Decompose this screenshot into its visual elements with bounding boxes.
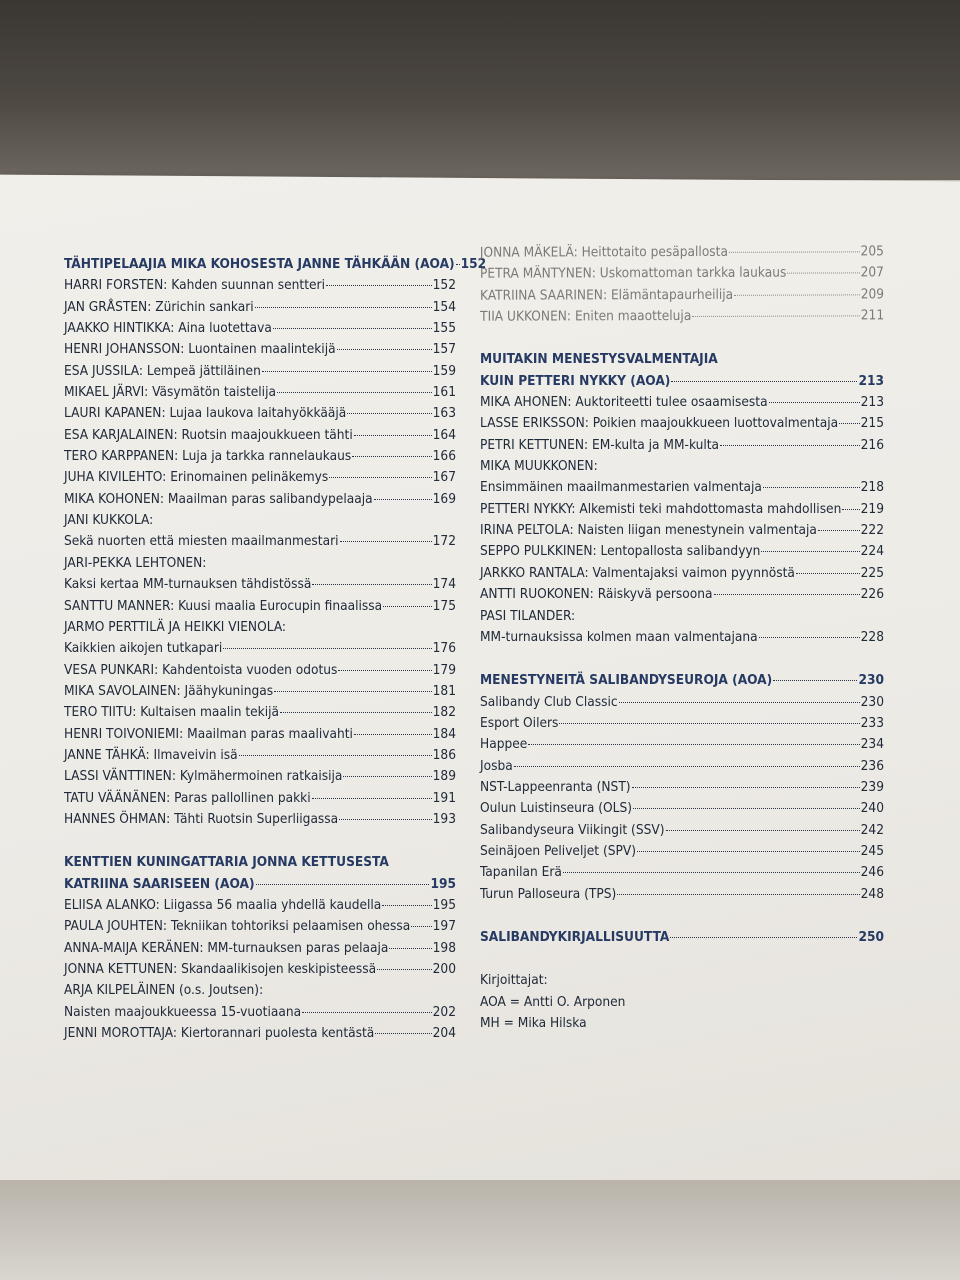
toc-entry: ANTTI RUOKONEN: Räiskyvä persoona 226 <box>480 586 884 603</box>
toc-left-column <box>64 254 487 1044</box>
toc-entry-name: JANI KUKKOLA: <box>64 512 154 529</box>
toc-entry: ELIISA ALANKO: Liigassa 56 maalia yhdellä kaudella 195 <box>64 896 456 913</box>
toc-entry: TERO KARPPANEN: Luja ja tarkka rannelaukaus 166 <box>64 448 456 465</box>
toc-entry: LASSE ERIKSSON: Poikien maajoukkueen luottovalmentaja 215 <box>480 415 884 432</box>
toc-section-heading-line: KENTTIEN KUNINGATTARIA JONNA KETTUSESTA <box>64 854 389 871</box>
authors-label: Kirjoittajat: <box>480 972 548 989</box>
toc-entry-name: JARMO PERTTILÄ JA HEIKKI VIENOLA: <box>64 618 287 635</box>
toc-entry: HANNES ÖHMAN: Tähti Ruotsin Superliigassa 193 <box>64 810 456 827</box>
toc-entry: TERO TIITU: Kultaisen maalin tekijä 182 <box>64 704 456 721</box>
toc-entry: Naisten maajoukkueessa 15-vuotiaana 202 <box>64 1003 456 1020</box>
toc-entry: Esport Oilers 233 <box>480 714 884 731</box>
toc-entry: HENRI JOHANSSON: Luontainen maalintekijä 157 <box>64 341 456 358</box>
toc-entries <box>64 275 456 830</box>
toc-entry-name: MIKA MUUKKONEN: <box>480 458 598 475</box>
toc-entry: LASSI VÄNTTINEN: Kylmähermoinen ratkaisija 189 <box>64 768 456 785</box>
toc-entry: JONNA KETTUNEN: Skandaalikisojen keskipisteessä 200 <box>64 961 456 977</box>
background-bottom <box>0 1180 960 1280</box>
toc-entry: MIKA KOHONEN: Maailman paras salibandypelaaja 169 <box>64 490 456 507</box>
toc-entry: Josba 236 <box>480 757 884 774</box>
toc-entry: NST-Lappeenranta (NST) 239 <box>480 778 884 795</box>
toc-entry: PETRI KETTUNEN: EM-kulta ja MM-kulta 216 <box>480 436 884 453</box>
toc-entry: PETTERI NYKKY: Alkemisti teki mahdottomasta mahdollisen 219 <box>480 500 884 517</box>
toc-entry: LAURI KAPANEN: Lujaa laukova laitahyökkääjä 163 <box>64 405 456 422</box>
toc-section-heading-line: MUITAKIN MENESTYSVALMENTAJIA <box>480 351 718 368</box>
toc-entry: KATRIINA SAARINEN: Elämäntapaurheilija 209 <box>480 285 885 304</box>
toc-section-heading: KUIN PETTERI NYKKY (AOA) 213 <box>480 372 884 389</box>
toc-entry: Sekä nuorten että miesten maailmanmestari 172 <box>64 533 456 550</box>
toc-entry: JAAKKO HINTIKKA: Aina luotettava 155 <box>64 320 456 337</box>
toc-entry: IRINA PELTOLA: Naisten liigan menestynein valmentaja 222 <box>480 522 884 539</box>
section-gap <box>480 948 884 970</box>
author-aoa: AOA = Antti O. Arponen <box>480 993 626 1010</box>
section-gap <box>64 830 456 852</box>
toc-entry: JANNE TÄHKÄ: Ilmaveivin isä 186 <box>64 746 456 763</box>
toc-entry: TATU VÄÄNÄNEN: Paras pallollinen pakki 191 <box>64 789 456 806</box>
toc-section-heading: KATRIINA SAARISEEN (AOA) 195 <box>64 875 456 892</box>
toc-entry: VESA PUNKARI: Kahdentoista vuoden odotus 179 <box>64 661 456 678</box>
toc-entry: JONNA MÄKELÄ: Heittotaito pesäpallosta 205 <box>479 243 884 261</box>
section-gap <box>480 905 884 927</box>
toc-entry: ESA KARJALAINEN: Ruotsin maajoukkueen tähti 164 <box>64 426 456 443</box>
toc-continued-entries <box>480 241 884 328</box>
toc-entry-name: ARJA KILPELÄINEN (o.s. Joutsen): <box>64 982 264 999</box>
toc-right-column <box>480 242 884 1034</box>
toc-entry: ANNA-MAIJA KERÄNEN: MM-turnauksen paras pelaaja 198 <box>64 939 456 956</box>
toc-entry: MM-turnauksissa kolmen maan valmentajana 228 <box>480 628 884 645</box>
toc-entry: PAULA JOUHTEN: Tekniikan tohtoriksi pelaamisen ohessa 197 <box>64 918 456 935</box>
toc-entry: Salibandyseura Viikingit (SSV) 242 <box>480 821 884 838</box>
toc-entry: Ensimmäinen maailmanmestarien valmentaja 218 <box>480 479 884 496</box>
authors-block <box>480 970 884 1034</box>
toc-entry: MIKAEL JÄRVI: Väsymätön taistelija 161 <box>64 384 456 401</box>
toc-section-heading: SALIBANDYKIRJALLISUUTTA 250 <box>480 928 884 945</box>
toc-entry: ESA JUSSILA: Lempeä jättiläinen 159 <box>64 362 456 379</box>
section-gap <box>480 327 884 349</box>
toc-entry: Salibandy Club Classic 230 <box>480 693 884 710</box>
toc-entry: PETRA MÄNTYNEN: Uskomattoman tarkka laukaus 207 <box>479 264 884 283</box>
toc-entry: HARRI FORSTEN: Kahden suunnan sentteri 152 <box>64 277 456 294</box>
toc-entry-name: JARI-PEKKA LEHTONEN: <box>64 554 207 571</box>
toc-entry: SEPPO PULKKINEN: Lentopallosta salibandyyn 224 <box>480 543 884 560</box>
toc-entry: TIIA UKKONEN: Eniten maaotteluja 211 <box>480 307 885 325</box>
toc-entry: Tapanilan Erä 246 <box>480 864 884 881</box>
toc-entry: JARKKO RANTALA: Valmentajaksi vaimon pyynnöstä 225 <box>480 564 884 581</box>
toc-entry: MIKA AHONEN: Auktoriteetti tulee osaamisesta 213 <box>480 394 884 411</box>
toc-entry: Seinäjoen Peliveljet (SPV) 245 <box>480 842 884 859</box>
toc-section-heading: MENESTYNEITÄ SALIBANDYSEUROJA (AOA) 230 <box>480 672 884 689</box>
toc-entry: Kaikkien aikojen tutkapari 176 <box>64 640 456 657</box>
toc-entry: Oulun Luistinseura (OLS) 240 <box>480 800 884 817</box>
toc-entry: HENRI TOIVONIEMI: Maailman paras maalivahti 184 <box>64 725 456 742</box>
background-top <box>0 0 960 180</box>
toc-entry: MIKA SAVOLAINEN: Jäähykuningas 181 <box>64 682 456 699</box>
toc-entry: Happee 234 <box>480 736 884 753</box>
toc-entry: JUHA KIVILEHTO: Erinomainen pelinäkemys 167 <box>64 469 456 486</box>
toc-entry: SANTTU MANNER: Kuusi maalia Eurocupin finaalissa 175 <box>64 597 456 614</box>
toc-entry-name: PASI TILANDER: <box>480 607 576 624</box>
toc-section-heading: TÄHTIPELAAJIA MIKA KOHOSESTA JANNE TÄHKÄÄN (AOA) 152 <box>64 256 487 272</box>
toc-entry: JAN GRÅSTEN: Zürichin sankari 154 <box>64 298 456 315</box>
toc-entry: JENNI MOROTTAJA: Kiertorannari puolesta kentästä 204 <box>64 1025 456 1042</box>
toc-entry: Kaksi kertaa MM-turnauksen tähdistössä 174 <box>64 576 456 593</box>
section-gap <box>480 648 884 670</box>
author-mh: MH = Mika Hilska <box>480 1015 587 1031</box>
toc-entry: Turun Palloseura (TPS) 248 <box>480 885 884 902</box>
